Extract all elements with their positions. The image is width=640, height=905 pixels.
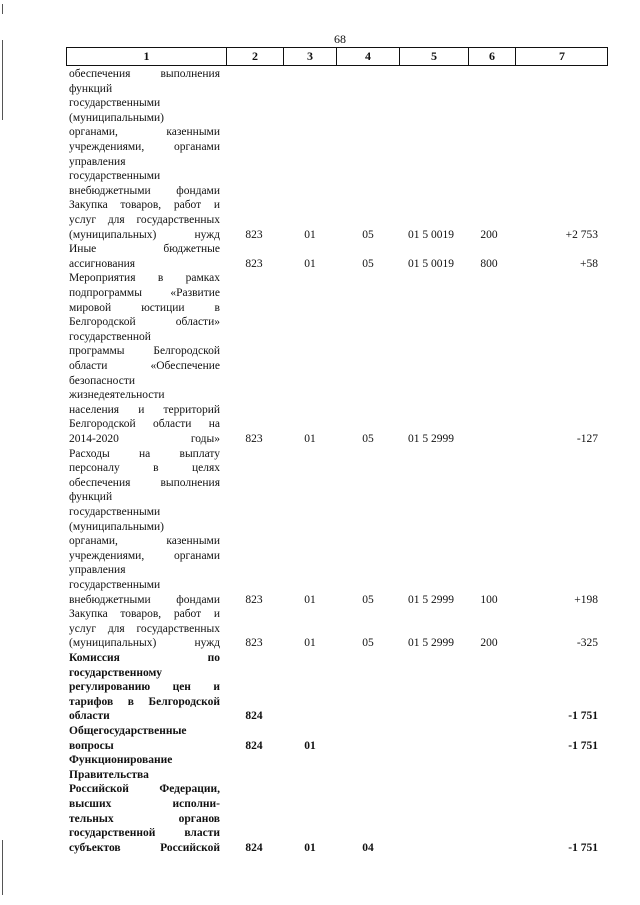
cell-target-article: 01 5 0019 <box>408 228 454 241</box>
description-line: (муниципальными) <box>69 111 164 124</box>
description-line: обеспечения выполнения <box>69 476 220 489</box>
cell-section: 01 <box>304 228 316 241</box>
description-line: подпрограммы «Развитие <box>69 286 220 299</box>
description-line: функций <box>69 491 113 504</box>
row-description <box>69 447 220 608</box>
cell-expense-type: 800 <box>480 257 498 270</box>
description-line: вопросы <box>69 739 114 752</box>
cell-admin-code: 824 <box>245 841 263 854</box>
description-line: учреждениями, органами <box>69 140 220 153</box>
description-line: учреждениями, органами <box>69 549 220 562</box>
description-line: государственной власти <box>69 827 220 840</box>
page-number: 68 <box>334 32 346 46</box>
description-line: жизнедеятельности <box>69 389 165 402</box>
cell-target-article: 01 5 2999 <box>408 432 454 445</box>
table-header <box>66 47 608 66</box>
table-row <box>0 242 640 271</box>
cell-admin-code: 823 <box>245 637 263 650</box>
description-line: Мероприятия в рамках <box>69 272 220 285</box>
header-col-3: 3 <box>307 49 313 63</box>
row-description <box>69 724 220 753</box>
description-line: управления <box>69 564 126 577</box>
cell-admin-code: 823 <box>245 257 263 270</box>
cell-subsection: 05 <box>362 593 374 606</box>
description-line: субъектов Российской <box>69 841 220 854</box>
description-line: (муниципальных) нужд <box>69 228 220 241</box>
description-line: Белгородской области на <box>69 418 220 431</box>
description-line: управления <box>69 155 126 168</box>
cell-section: 01 <box>304 593 316 606</box>
header-col-7: 7 <box>559 49 565 63</box>
cell-amount: +58 <box>580 257 598 270</box>
row-description <box>69 67 220 198</box>
cell-subsection: 05 <box>362 637 374 650</box>
cell-subsection: 05 <box>362 257 374 270</box>
cell-amount: -1 751 <box>568 710 598 723</box>
description-line: Общегосударственные <box>69 725 187 737</box>
table-row <box>0 724 640 753</box>
row-description <box>69 753 220 855</box>
description-line: Правительства <box>69 768 149 781</box>
cell-expense-type: 100 <box>480 593 498 606</box>
row-description <box>69 198 220 242</box>
cell-admin-code: 823 <box>245 593 263 606</box>
description-line: Белгородской области» <box>69 316 220 329</box>
description-line: органами, казенными <box>69 126 220 139</box>
table-row <box>0 447 640 608</box>
cell-target-article: 01 5 0019 <box>408 257 454 270</box>
description-line: тельных органов <box>69 812 220 825</box>
cell-amount: -127 <box>576 432 598 445</box>
cell-section: 01 <box>304 257 316 270</box>
description-line: безопасности <box>69 374 136 387</box>
description-line: населения и территорий <box>69 403 220 416</box>
table-row <box>0 198 640 242</box>
row-description <box>69 607 220 651</box>
cell-subsection: 05 <box>362 432 374 445</box>
description-line: области «Обеспечение <box>69 359 220 372</box>
cell-subsection: 05 <box>362 228 374 241</box>
cell-admin-code: 824 <box>245 739 263 752</box>
cell-section: 01 <box>304 739 316 752</box>
description-line: Комиссия по <box>69 652 220 664</box>
description-line: внебюджетными фондами <box>69 593 220 606</box>
cell-section: 01 <box>304 637 316 650</box>
header-col-2: 2 <box>252 49 258 63</box>
table-row <box>0 271 640 446</box>
description-line: Расходы на выплату <box>69 447 220 460</box>
cell-target-article: 01 5 2999 <box>408 593 454 606</box>
header-col-6: 6 <box>489 49 495 63</box>
cell-expense-type: 200 <box>480 228 498 241</box>
cell-admin-code: 824 <box>245 710 263 723</box>
description-line: (муниципальными) <box>69 520 164 533</box>
description-line: государственному <box>69 666 163 679</box>
row-description <box>69 271 220 446</box>
table-row <box>0 67 640 198</box>
description-line: услуг для государственных <box>69 213 220 226</box>
description-line: обеспечения выполнения <box>69 68 220 80</box>
table-row <box>0 753 640 855</box>
description-line: программы Белгородской <box>69 345 220 358</box>
cell-amount: -1 751 <box>568 739 598 752</box>
description-line: государственными <box>69 505 161 518</box>
cell-admin-code: 823 <box>245 432 263 445</box>
description-line: органами, казенными <box>69 535 220 548</box>
description-line: услуг для государственных <box>69 622 220 635</box>
description-line: функций <box>69 82 113 95</box>
cell-admin-code: 823 <box>245 228 263 241</box>
description-line: Закупка товаров, работ и <box>69 199 220 212</box>
description-line: ассигнования <box>69 257 136 270</box>
cell-amount: -1 751 <box>568 841 598 854</box>
cell-amount: +198 <box>574 593 598 606</box>
header-col-4: 4 <box>365 49 371 63</box>
cell-target-article: 01 5 2999 <box>408 637 454 650</box>
description-line: мировой юстиции в <box>69 301 220 314</box>
cell-expense-type: 200 <box>480 637 498 650</box>
header-col-1: 1 <box>143 49 150 63</box>
cell-amount: +2 753 <box>565 228 598 241</box>
description-line: Функционирование <box>69 754 173 767</box>
cell-amount: -325 <box>576 637 598 650</box>
description-line: государственной <box>69 330 151 343</box>
description-line: (муниципальных) нужд <box>69 637 220 650</box>
description-line: области <box>69 710 110 723</box>
description-line: Российской Федерации, <box>69 783 220 796</box>
row-description <box>69 242 220 271</box>
margin-mark-top <box>2 4 3 14</box>
description-line: высших исполни- <box>69 797 220 810</box>
description-line: государственными <box>69 578 161 591</box>
description-line: персоналу в целях <box>69 462 220 475</box>
cell-section: 01 <box>304 841 316 854</box>
table-row <box>0 607 640 651</box>
description-line: 2014-2020 годы» <box>69 432 220 445</box>
row-description <box>69 651 220 724</box>
description-line: внебюджетными фондами <box>69 184 220 197</box>
header-col-5: 5 <box>431 49 437 63</box>
description-line: регулированию цен и <box>69 681 220 694</box>
table-row <box>0 651 640 724</box>
description-line: тарифов в Белгородской <box>69 695 220 708</box>
cell-subsection: 04 <box>362 841 374 854</box>
description-line: Иные бюджетные <box>69 243 220 256</box>
cell-section: 01 <box>304 432 316 445</box>
description-line: государственными <box>69 170 161 183</box>
description-line: государственными <box>69 97 161 110</box>
description-line: Закупка товаров, работ и <box>69 608 220 621</box>
